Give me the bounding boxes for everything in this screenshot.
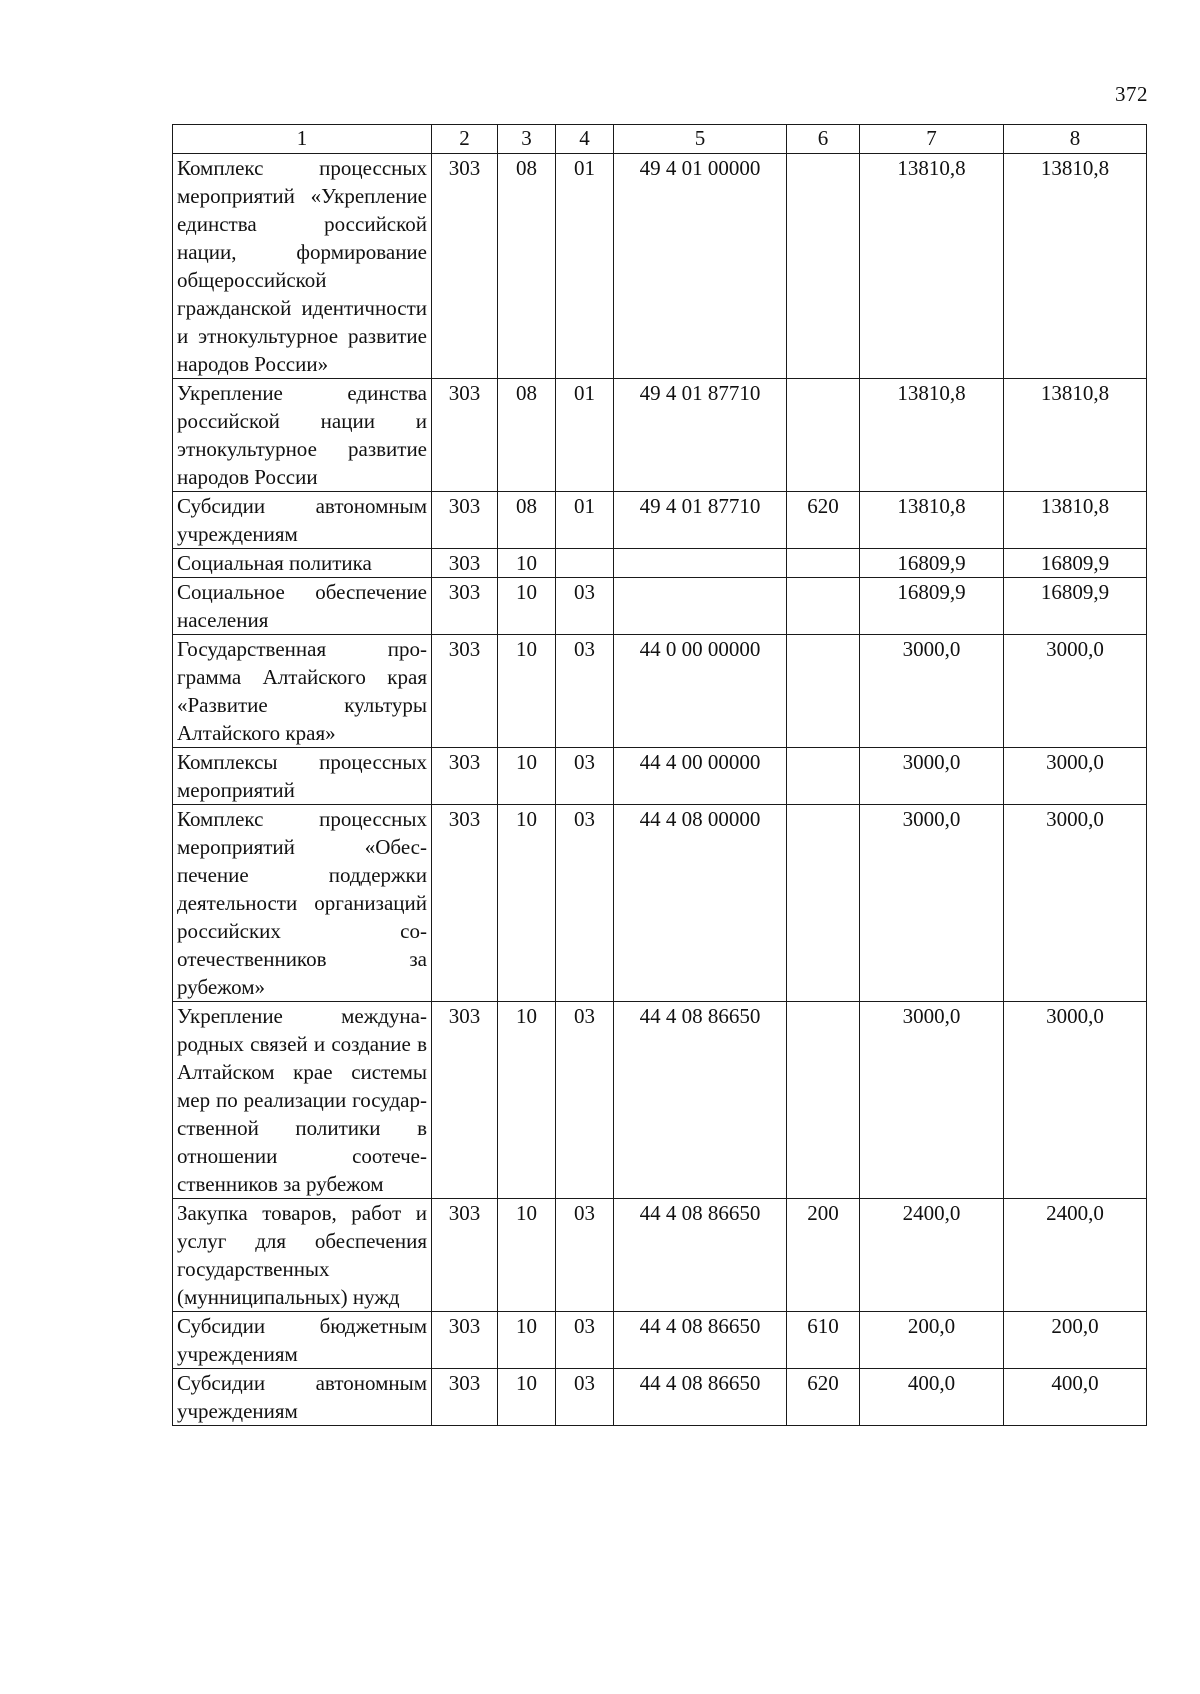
- column-header-5: 5: [614, 125, 787, 154]
- amount-year1-cell: 13810,8: [860, 379, 1004, 492]
- code-admin-cell: 303: [432, 1199, 498, 1312]
- subsection-cell: 03: [556, 1312, 614, 1369]
- target-article-cell: 49 4 01 87710: [614, 492, 787, 549]
- section-cell: 10: [498, 1369, 556, 1426]
- code-admin-cell: 303: [432, 549, 498, 578]
- amount-year1-cell: 13810,8: [860, 492, 1004, 549]
- expense-type-cell: 200: [787, 1199, 860, 1312]
- amount-year2-cell: 2400,0: [1004, 1199, 1147, 1312]
- amount-year2-cell: 3000,0: [1004, 748, 1147, 805]
- row-name-cell: Комплекс процессных мероприятий «Укрепление единства российской нации, формирование общероссийской гражданской идентичности и этнокультурное развитие народов России»: [173, 154, 432, 379]
- section-cell: 08: [498, 492, 556, 549]
- row-name-cell: Комплекс процессных мероприятий «Обеспечение поддержки деятельности организаций российских соотечественников за рубежом»: [173, 805, 432, 1002]
- table-row: [173, 578, 1147, 635]
- section-cell: 10: [498, 1199, 556, 1312]
- column-header-8: 8: [1004, 125, 1147, 154]
- amount-year1-cell: 200,0: [860, 1312, 1004, 1369]
- page-number: 372: [1115, 82, 1148, 106]
- section-cell: 10: [498, 1002, 556, 1199]
- table-header: [173, 125, 1147, 154]
- amount-year1-cell: 16809,9: [860, 578, 1004, 635]
- target-article-cell: 44 4 08 00000: [614, 805, 787, 1002]
- code-admin-cell: 303: [432, 578, 498, 635]
- section-cell: 10: [498, 1312, 556, 1369]
- table-row: [173, 805, 1147, 1002]
- section-cell: 10: [498, 748, 556, 805]
- expense-type-cell: [787, 154, 860, 379]
- amount-year2-cell: 3000,0: [1004, 805, 1147, 1002]
- amount-year1-cell: 3000,0: [860, 1002, 1004, 1199]
- subsection-cell: 03: [556, 635, 614, 748]
- expense-type-cell: [787, 748, 860, 805]
- section-cell: 08: [498, 154, 556, 379]
- amount-year1-cell: 2400,0: [860, 1199, 1004, 1312]
- amount-year1-cell: 3000,0: [860, 635, 1004, 748]
- target-article-cell: 49 4 01 00000: [614, 154, 787, 379]
- code-admin-cell: 303: [432, 379, 498, 492]
- expense-type-cell: [787, 805, 860, 1002]
- row-name-cell: Комплексы процессных мероприятий: [173, 748, 432, 805]
- column-header-7: 7: [860, 125, 1004, 154]
- amount-year2-cell: 13810,8: [1004, 154, 1147, 379]
- row-name-cell: Укрепление международных связей и создание в Алтайском крае системы мер по реализации государственной политики в отношении соотечественников за рубежом: [173, 1002, 432, 1199]
- table-body: [173, 154, 1147, 1426]
- table-row: [173, 635, 1147, 748]
- subsection-cell: 01: [556, 379, 614, 492]
- subsection-cell: 01: [556, 492, 614, 549]
- amount-year1-cell: 3000,0: [860, 748, 1004, 805]
- column-header-1: 1: [173, 125, 432, 154]
- target-article-cell: 44 4 00 00000: [614, 748, 787, 805]
- target-article-cell: 44 4 08 86650: [614, 1369, 787, 1426]
- table-row: [173, 549, 1147, 578]
- section-cell: 10: [498, 549, 556, 578]
- section-cell: 10: [498, 635, 556, 748]
- row-name-cell: Укрепление единства российской нации и этнокультурное развитие народов России: [173, 379, 432, 492]
- expense-type-cell: [787, 549, 860, 578]
- subsection-cell: [556, 549, 614, 578]
- amount-year2-cell: 13810,8: [1004, 492, 1147, 549]
- row-name-cell: Субсидии автономным учреждениям: [173, 1369, 432, 1426]
- subsection-cell: 03: [556, 578, 614, 635]
- expense-type-cell: [787, 635, 860, 748]
- amount-year2-cell: 3000,0: [1004, 1002, 1147, 1199]
- table-row: [173, 1369, 1147, 1426]
- table-row: [173, 1312, 1147, 1369]
- target-article-cell: 44 4 08 86650: [614, 1312, 787, 1369]
- code-admin-cell: 303: [432, 748, 498, 805]
- target-article-cell: [614, 578, 787, 635]
- row-name-cell: Субсидии автономным учреждениям: [173, 492, 432, 549]
- code-admin-cell: 303: [432, 154, 498, 379]
- table-row: [173, 748, 1147, 805]
- target-article-cell: [614, 549, 787, 578]
- amount-year1-cell: 400,0: [860, 1369, 1004, 1426]
- row-name-cell: Социальное обеспечение населения: [173, 578, 432, 635]
- target-article-cell: 44 4 08 86650: [614, 1002, 787, 1199]
- section-cell: 08: [498, 379, 556, 492]
- amount-year2-cell: 3000,0: [1004, 635, 1147, 748]
- amount-year1-cell: 16809,9: [860, 549, 1004, 578]
- subsection-cell: 03: [556, 1199, 614, 1312]
- section-cell: 10: [498, 578, 556, 635]
- table-row: [173, 1002, 1147, 1199]
- amount-year1-cell: 13810,8: [860, 154, 1004, 379]
- expense-type-cell: 610: [787, 1312, 860, 1369]
- table-row: [173, 154, 1147, 379]
- subsection-cell: 03: [556, 1002, 614, 1199]
- column-header-6: 6: [787, 125, 860, 154]
- table-row: [173, 1199, 1147, 1312]
- expense-type-cell: [787, 1002, 860, 1199]
- subsection-cell: 03: [556, 748, 614, 805]
- code-admin-cell: 303: [432, 805, 498, 1002]
- amount-year2-cell: 16809,9: [1004, 549, 1147, 578]
- expense-type-cell: [787, 379, 860, 492]
- expense-type-cell: [787, 578, 860, 635]
- row-name-cell: Закупка товаров, работ и услуг для обеспечения государственных (мунниципальных) нужд: [173, 1199, 432, 1312]
- header-row: [173, 125, 1147, 154]
- code-admin-cell: 303: [432, 1312, 498, 1369]
- subsection-cell: 03: [556, 1369, 614, 1426]
- table-row: [173, 379, 1147, 492]
- code-admin-cell: 303: [432, 1002, 498, 1199]
- column-header-3: 3: [498, 125, 556, 154]
- code-admin-cell: 303: [432, 1369, 498, 1426]
- row-name-cell: Государственная программа Алтайского края «Развитие культуры Алтайского края»: [173, 635, 432, 748]
- amount-year2-cell: 400,0: [1004, 1369, 1147, 1426]
- budget-table: [172, 124, 1147, 1426]
- target-article-cell: 49 4 01 87710: [614, 379, 787, 492]
- column-header-2: 2: [432, 125, 498, 154]
- amount-year2-cell: 13810,8: [1004, 379, 1147, 492]
- table-row: [173, 492, 1147, 549]
- code-admin-cell: 303: [432, 492, 498, 549]
- amount-year2-cell: 16809,9: [1004, 578, 1147, 635]
- row-name-cell: Субсидии бюджетным учреждениям: [173, 1312, 432, 1369]
- section-cell: 10: [498, 805, 556, 1002]
- expense-type-cell: 620: [787, 492, 860, 549]
- amount-year1-cell: 3000,0: [860, 805, 1004, 1002]
- code-admin-cell: 303: [432, 635, 498, 748]
- expense-type-cell: 620: [787, 1369, 860, 1426]
- subsection-cell: 01: [556, 154, 614, 379]
- target-article-cell: 44 4 08 86650: [614, 1199, 787, 1312]
- subsection-cell: 03: [556, 805, 614, 1002]
- row-name-cell: Социальная политика: [173, 549, 432, 578]
- column-header-4: 4: [556, 125, 614, 154]
- target-article-cell: 44 0 00 00000: [614, 635, 787, 748]
- amount-year2-cell: 200,0: [1004, 1312, 1147, 1369]
